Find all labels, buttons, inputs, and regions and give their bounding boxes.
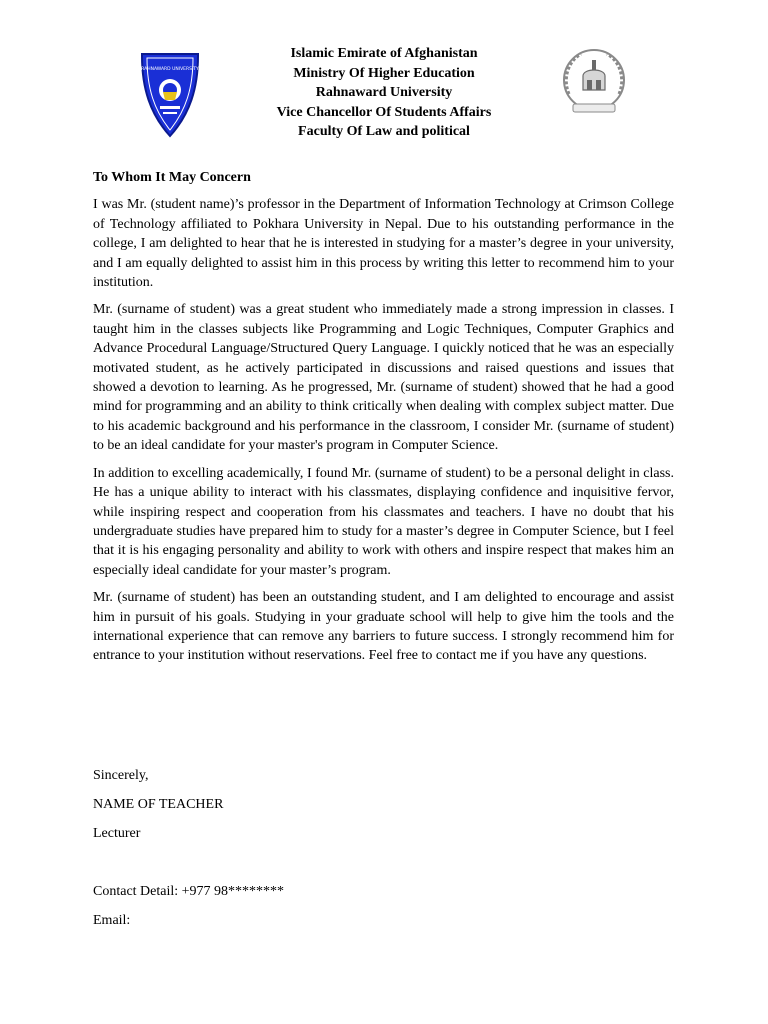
closing: Sincerely, [93, 768, 149, 783]
national-emblem-logo [557, 44, 631, 120]
header-line-faculty: Faculty Of Law and political [298, 124, 470, 139]
teacher-title: Lecturer [93, 826, 141, 841]
paragraph-intro: I was Mr. (student name)’s professor in the Department of Information Technology at Crimson College of Technology affiliated to Pokhara University in Nepal. Due to his outstanding performance in the college, I am delighted to hear that he is interested in studying for a master’s degree in your university, and I am equally delighted to assist him in this process by writing this letter to recommend him to your institution. [93, 197, 674, 291]
university-crest-logo [138, 48, 202, 140]
header-line-university: Rahnaward University [315, 85, 453, 100]
header-line-country: Islamic Emirate of Afghanistan [290, 46, 478, 61]
email-line: Email: [93, 913, 131, 928]
letter-body [93, 168, 674, 674]
header-line-ministry: Ministry Of Higher Education [293, 65, 475, 81]
salutation: To Whom It May Concern [93, 170, 251, 185]
header-line-office: Vice Chancellor Of Students Affairs [276, 104, 492, 120]
paragraph-recommendation: Mr. (surname of student) has been an outstanding student, and I am delighted to encourage and assist him in pursuit of his goals. Studying in your graduate school will help to give him the tools and the international experience that can remove any barriers to future success. I strongly recommend him for entrance to your institution without reservations. Feel free to contact me if you have any questions. [93, 590, 674, 664]
crest-text: RAHNAWARD UNIVERSITY [141, 67, 199, 72]
paragraph-personal: In addition to excelling academically, I found Mr. (surname of student) to be a personal delight in class. He has a unique ability to interact with his classmates, displaying confidence and inquisitive fervor, while inspiring respect and cooperation from his classmates and teachers. I have no doubt that his undergraduate studies have prepared him to study for a master’s degree in Computer Science, but I feel that it is his engaging personality and ability to work with others and inspire respect that makes him an especially ideal candidate for your master’s program. [93, 465, 674, 578]
teacher-name: NAME OF TEACHER [93, 797, 224, 812]
emblem-mosque-icon [583, 70, 605, 90]
paragraph-academic: Mr. (surname of student) was a great student who immediately made a strong impression in classes. I taught him in the classes subjects like Programming and Logic Techniques, Computer Graphics and Advance Procedural Language/Structured Query Language. I quickly noticed that he was an especially motivated student, as he actively participated in discussions and raised questions and issues that showed a devotion to learning. As he progressed, Mr. (surname of student) showed that he had a good mind for programming and an ability to think critically when dealing with complex subject matter. Due to his academic background and his performance in the classroom, I consider Mr. (surname of student) to be an ideal candidate for your master's program in Computer Science. [93, 302, 674, 454]
letterhead [230, 44, 538, 142]
contact-detail: Contact Detail: +977 98******** [93, 884, 285, 899]
